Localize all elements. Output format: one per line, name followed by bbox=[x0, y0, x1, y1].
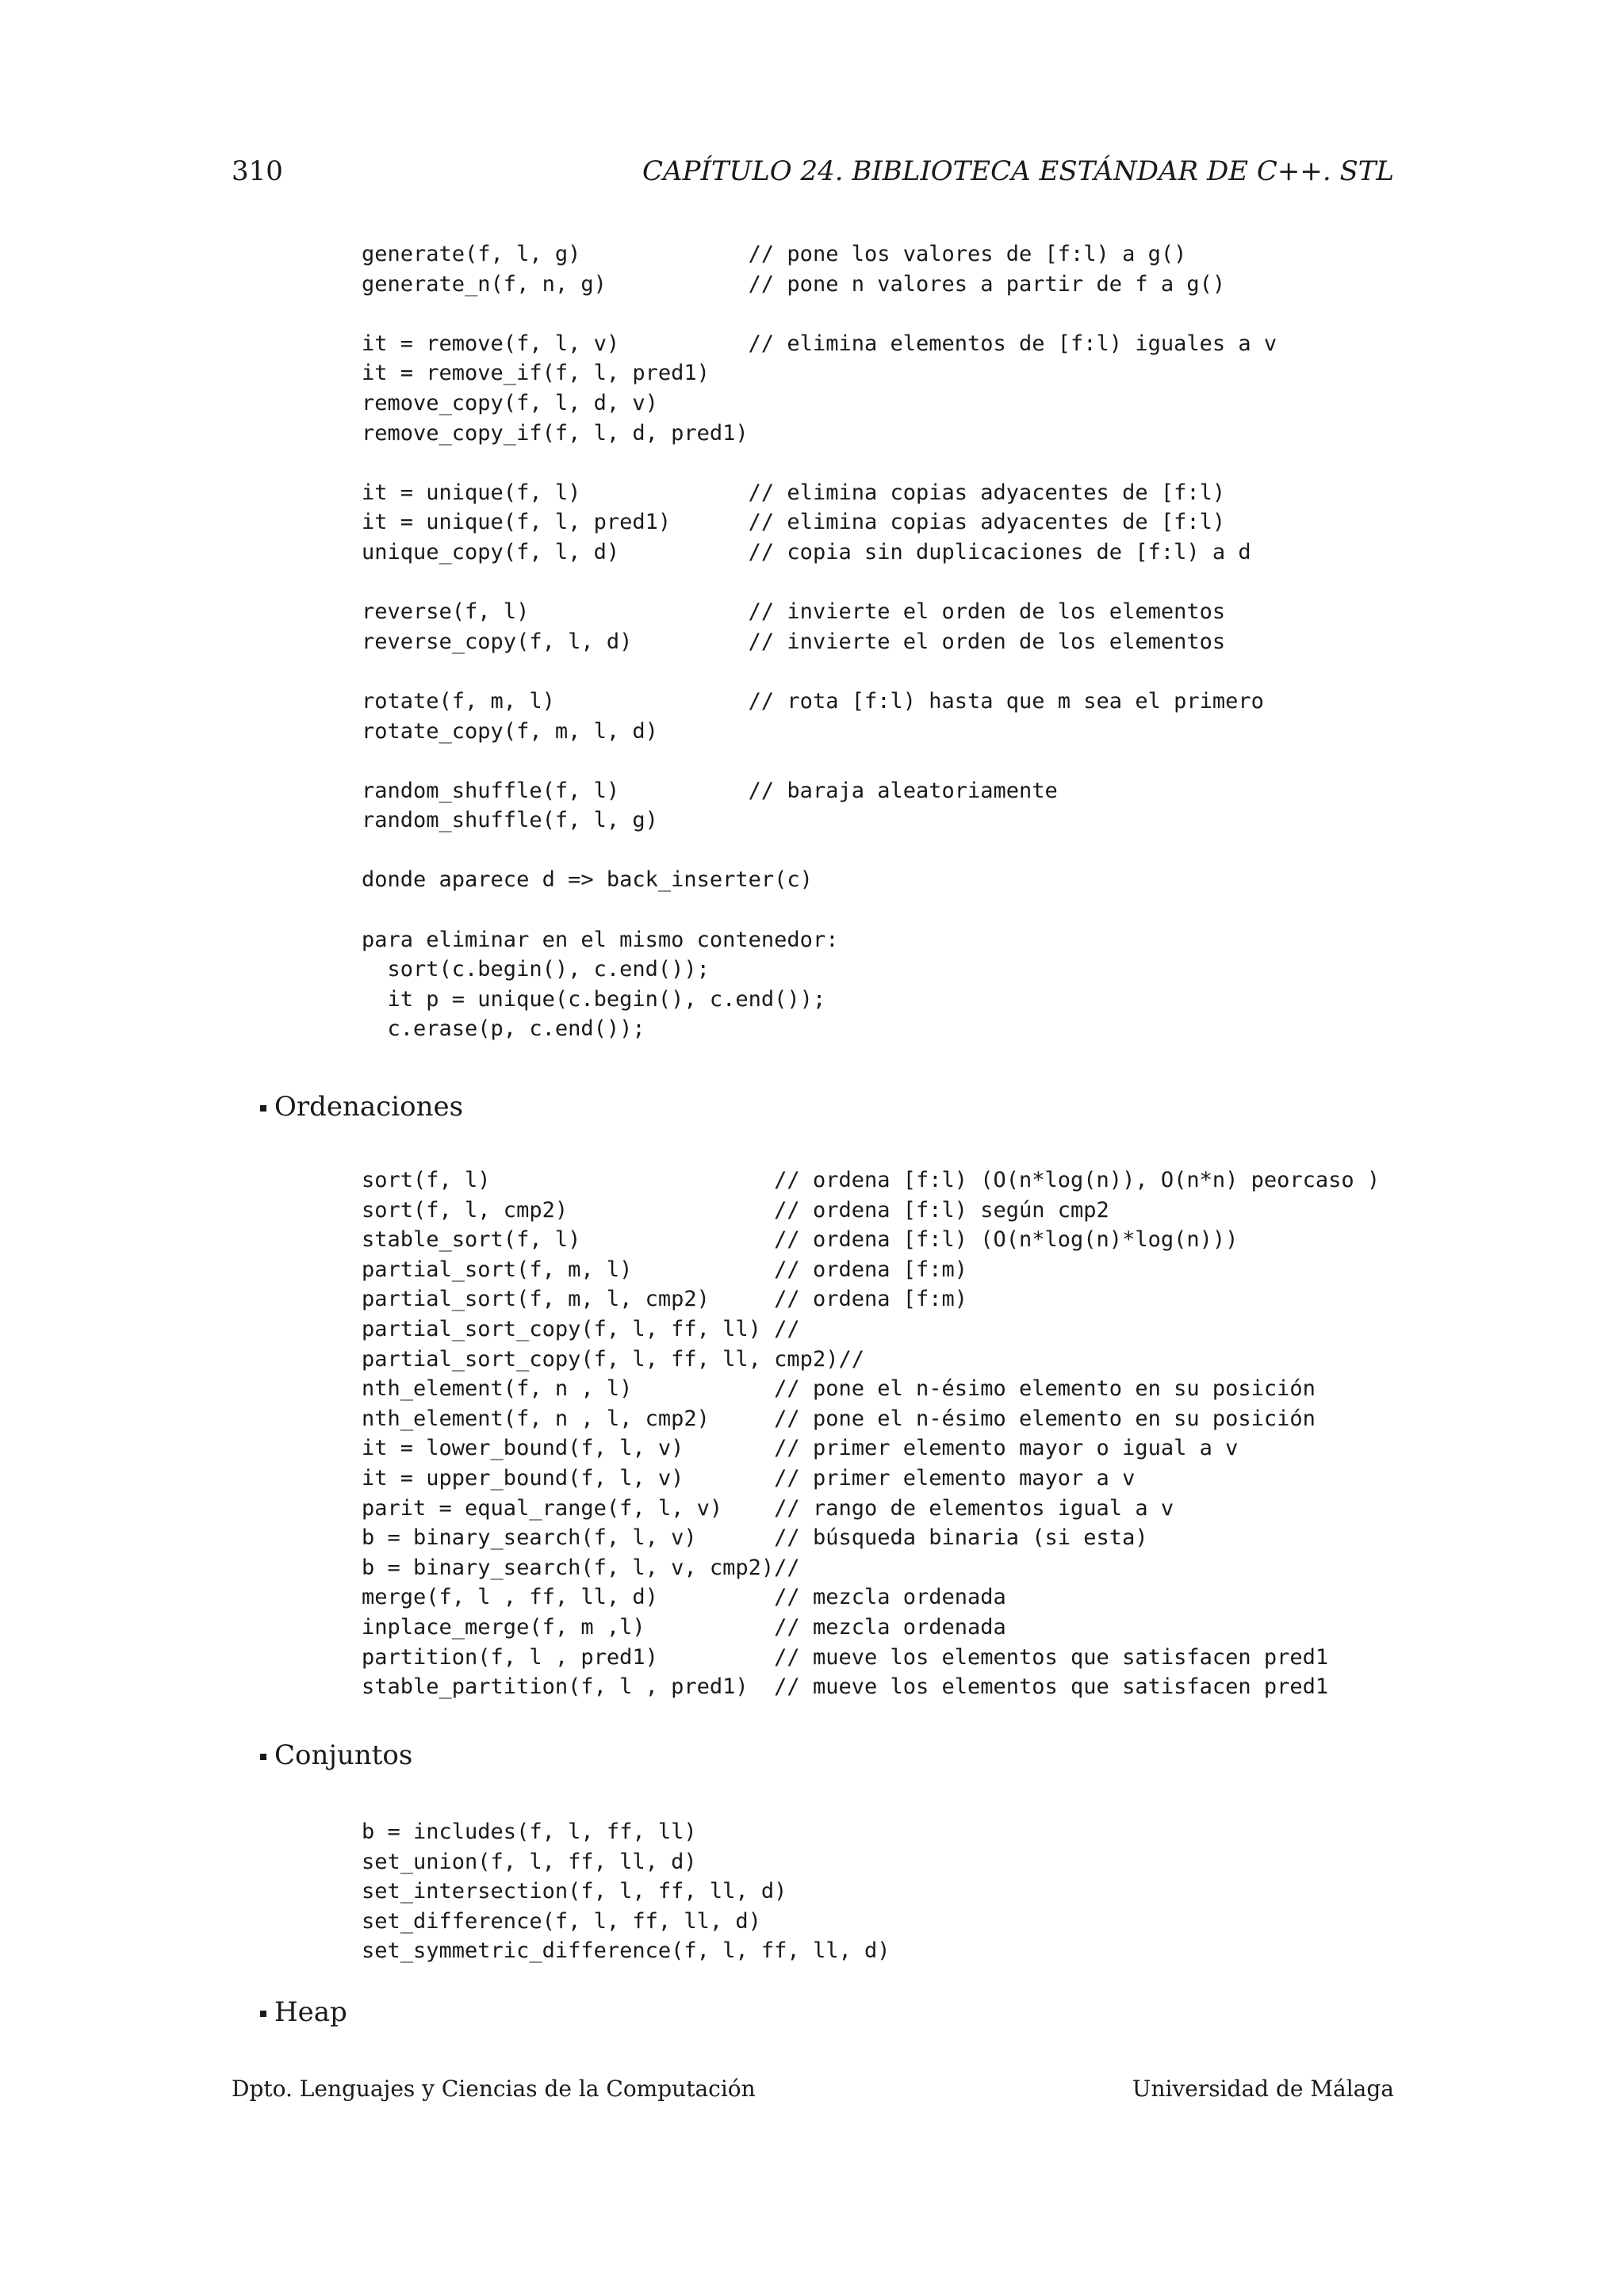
code-block-ordenaciones bbox=[362, 1165, 1380, 1702]
code-line: reverse_copy(f, l, d) // invierte el orden de los elementos bbox=[362, 629, 1226, 654]
code-line: set_intersection(f, l, ff, ll, d) bbox=[362, 1879, 787, 1904]
code-line: stable_sort(f, l) // ordena [f:l) (O(n*log(n)*log(n))) bbox=[362, 1227, 1239, 1253]
code-line: rotate(f, m, l) // rota [f:l) hasta que m sea el primero bbox=[362, 688, 1264, 714]
code-line: remove_copy(f, l, d, v) bbox=[362, 390, 658, 415]
code-line: generate_n(f, n, g) // pone n valores a partir de f a g() bbox=[362, 271, 1226, 297]
code-line: sort(c.begin(), c.end()); bbox=[362, 957, 710, 982]
code-line: it = lower_bound(f, l, v) // primer elemento mayor o igual a v bbox=[362, 1436, 1239, 1461]
footer-university: Universidad de Málaga bbox=[1132, 2076, 1394, 2102]
code-line: partial_sort_copy(f, l, ff, ll) // bbox=[362, 1316, 800, 1341]
code-line bbox=[362, 568, 1277, 598]
section-conjuntos: Conjuntos bbox=[274, 1739, 413, 1771]
code-line: it = remove_if(f, l, pred1) bbox=[362, 361, 710, 386]
code-line: partition(f, l , pred1) // mueve los elementos que satisfacen pred1 bbox=[362, 1644, 1329, 1670]
code-line: partial_sort(f, m, l) // ordena [f:m) bbox=[362, 1257, 968, 1282]
code-line: set_symmetric_difference(f, l, ff, ll, d) bbox=[362, 1938, 891, 1964]
code-line bbox=[362, 299, 1277, 329]
code-line: it = unique(f, l) // elimina copias adyacentes de [f:l) bbox=[362, 480, 1226, 505]
page-number: 310 bbox=[232, 155, 283, 187]
code-line: sort(f, l, cmp2) // ordena [f:l) según cmp2 bbox=[362, 1197, 1109, 1223]
code-line: random_shuffle(f, l, g) bbox=[362, 808, 658, 833]
code-line: stable_partition(f, l , pred1) // mueve los elementos que satisfacen pred1 bbox=[362, 1674, 1329, 1700]
code-line: set_difference(f, l, ff, ll, d) bbox=[362, 1908, 761, 1934]
code-line bbox=[362, 656, 1277, 687]
code-line: rotate_copy(f, m, l, d) bbox=[362, 718, 658, 744]
code-line: sort(f, l) // ordena [f:l) (O(n*log(n)), O(n*n) peorcaso ) bbox=[362, 1168, 1381, 1192]
code-line: it = unique(f, l, pred1) // elimina copias adyacentes de [f:l) bbox=[362, 510, 1226, 535]
code-line: nth_element(f, n , l, cmp2) // pone el n-ésimo elemento en su posición bbox=[362, 1406, 1316, 1431]
section-ordenaciones: Ordenaciones bbox=[274, 1091, 464, 1123]
code-line: para eliminar en el mismo contenedor: bbox=[362, 927, 839, 952]
code-line: b = binary_search(f, l, v) // búsqueda binaria (si esta) bbox=[362, 1525, 1148, 1551]
section-heap: Heap bbox=[274, 1996, 347, 2028]
code-line: unique_copy(f, l, d) // copia sin duplicaciones de [f:l) a d bbox=[362, 539, 1251, 564]
code-line bbox=[362, 448, 1277, 478]
code-line: nth_element(f, n , l) // pone el n-ésimo elemento en su posición bbox=[362, 1376, 1316, 1402]
code-block-algorithms bbox=[362, 239, 1277, 1044]
footer-department: Dpto. Lenguajes y Ciencias de la Computación bbox=[232, 2076, 756, 2102]
code-line: merge(f, l , ff, ll, d) // mezcla ordenada bbox=[362, 1585, 1006, 1610]
chapter-title: CAPÍTULO 24. BIBLIOTECA ESTÁNDAR DE C++. STL bbox=[642, 155, 1394, 187]
code-line: partial_sort(f, m, l, cmp2) // ordena [f:m) bbox=[362, 1287, 968, 1312]
code-line: b = includes(f, l, ff, ll) bbox=[362, 1820, 697, 1844]
code-line: generate(f, l, g) // pone los valores de [f:l) a g() bbox=[362, 242, 1187, 266]
code-line: parit = equal_range(f, l, v) // rango de elementos igual a v bbox=[362, 1495, 1174, 1521]
code-line: it = upper_bound(f, l, v) // primer elemento mayor a v bbox=[362, 1465, 1136, 1490]
code-line: reverse(f, l) // invierte el orden de los elementos bbox=[362, 599, 1226, 625]
code-line: donde aparece d => back_inserter(c) bbox=[362, 867, 813, 893]
page-footer bbox=[232, 2076, 1394, 2107]
code-block-conjuntos bbox=[362, 1817, 890, 1966]
code-line: c.erase(p, c.end()); bbox=[362, 1016, 645, 1042]
code-line: inplace_merge(f, m ,l) // mezcla ordenada bbox=[362, 1614, 1006, 1640]
code-line: partial_sort_copy(f, l, ff, ll, cmp2)// bbox=[362, 1346, 864, 1372]
code-line bbox=[362, 895, 1277, 925]
code-line: it p = unique(c.begin(), c.end()); bbox=[362, 986, 826, 1012]
code-line bbox=[362, 746, 1277, 776]
code-line: random_shuffle(f, l) // baraja aleatoriamente bbox=[362, 778, 1058, 803]
code-line: it = remove(f, l, v) // elimina elementos de [f:l) iguales a v bbox=[362, 331, 1277, 356]
code-line bbox=[362, 836, 1277, 866]
code-line: remove_copy_if(f, l, d, pred1) bbox=[362, 420, 749, 446]
page-header bbox=[232, 155, 1394, 193]
code-line: b = binary_search(f, l, v, cmp2)// bbox=[362, 1555, 800, 1580]
code-line: set_union(f, l, ff, ll, d) bbox=[362, 1849, 697, 1874]
